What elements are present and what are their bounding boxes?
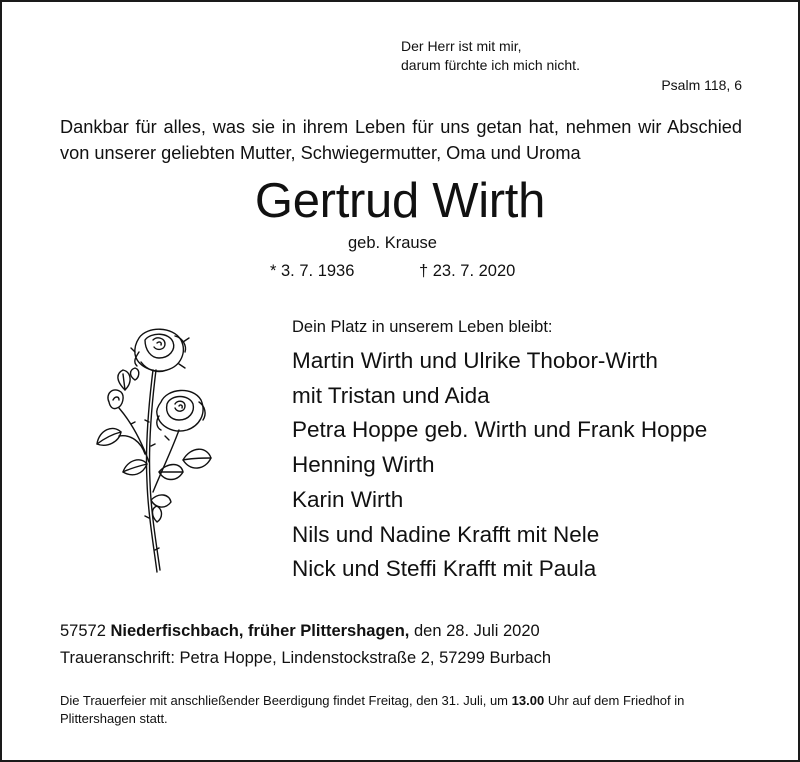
place-date-line [60, 622, 540, 641]
family-member: Nils und Nadine Krafft mit Nele [292, 521, 600, 547]
place-name: Niederfischbach, früher Plittershagen, [110, 622, 410, 640]
service-time: 13.00 [511, 693, 545, 708]
family-member: Petra Hoppe geb. Wirth und Frank Hoppe [292, 417, 708, 443]
service-text-before: Die Trauerfeier mit anschließender Beerdigung findet Freitag, den 31. Juli, um [60, 693, 509, 708]
deceased-name: Gertrud Wirth [254, 174, 546, 228]
family-heading: Dein Platz in unserem Leben bleibt: [292, 318, 553, 336]
verse-line-1: Der Herr ist mit mir, [401, 38, 522, 54]
family-member: Martin Wirth und Ulrike Thobor-Wirth [292, 348, 658, 373]
family-list [292, 344, 707, 587]
death-date: † 23. 7. 2020 [419, 262, 516, 280]
birth-name: geb. Krause [348, 234, 437, 252]
verse-source: Psalm 118, 6 [661, 77, 742, 93]
family-member: Karin Wirth [292, 486, 404, 512]
family-member: Nick und Steffi Krafft mit Paula [292, 556, 597, 582]
mourning-address: Traueranschrift: Petra Hoppe, Lindenstockstraße 2, 57299 Burbach [60, 649, 551, 667]
service-text-after: Uhr auf dem Friedhof in Plittershagen statt. [60, 693, 685, 726]
verse-line-2: darum fürchte ich mich nicht. [401, 57, 580, 73]
family-member: Henning Wirth [292, 452, 435, 478]
postcode: 57572 [60, 622, 106, 640]
bible-verse [401, 37, 580, 75]
intro-text: Dankbar für alles, was sie in ihrem Leben für uns getan hat, nehmen wir Abschied von unserer geliebten Mutter, Schwiegermutter, Oma und Uroma [60, 117, 742, 163]
rose-icon [95, 322, 215, 578]
funeral-service-info [60, 692, 750, 728]
family-member: mit Tristan und Aida [292, 382, 490, 408]
birth-date: * 3. 7. 1936 [270, 262, 355, 280]
notice-date: den 28. Juli 2020 [414, 622, 540, 640]
